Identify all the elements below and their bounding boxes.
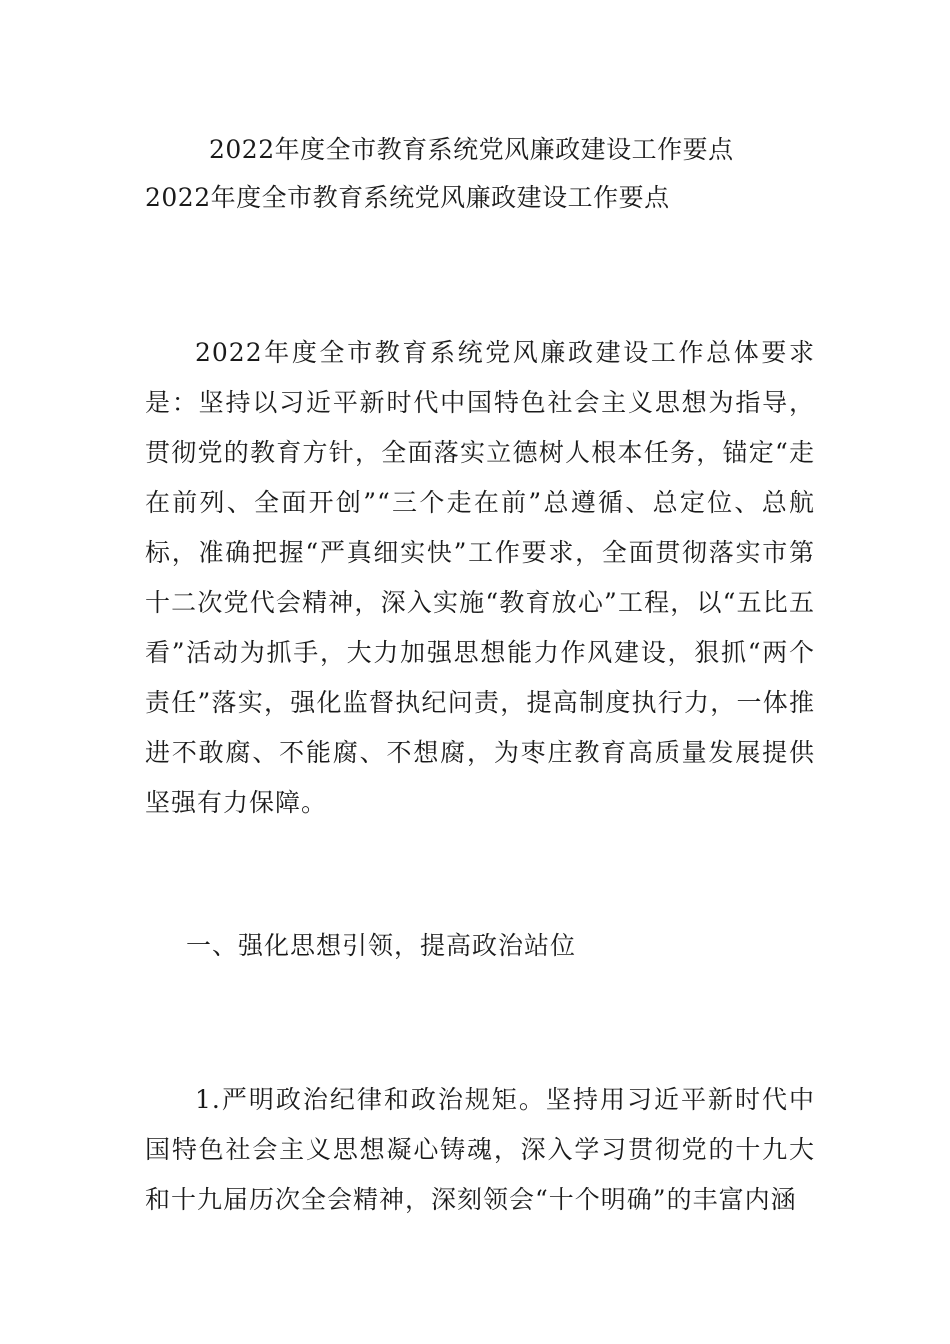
document-title-left: 2022年度全市教育系统党风廉政建设工作要点: [145, 183, 670, 212]
document-title-centered: 2022年度全市教育系统党风廉政建设工作要点: [209, 135, 734, 164]
item-one-paragraph: 1.严明政治纪律和政治规矩。坚持用习近平新时代中国特色社会主义思想凝心铸魂，深入学习贯彻党的十九大和十九届历次全会精神，深刻领会“十个明确”的丰富内涵: [145, 1085, 815, 1214]
summary-section: [145, 328, 815, 828]
section-one-heading: 一、强化思想引领，提高政治站位: [186, 931, 577, 960]
item-one-section: [145, 1075, 815, 1225]
summary-paragraph: 2022年度全市教育系统党风廉政建设工作总体要求是：坚持以习近平新时代中国特色社会主义思想为指导，贯彻党的教育方针，全面落实立德树人根本任务，锚定“走在前列、全面开创”“三个走在前”总遵循、总定位、总航标，准确把握“严真细实快”工作要求，全面贯彻落实市第十二次党代会精神，深入实施“教育放心”工程，以“五比五看”活动为抓手，大力加强思想能力作风建设，狠抓“两个责任”落实，强化监督执纪问责，提高制度执行力，一体推进不敢腐、不能腐、不想腐，为枣庄教育高质量发展提供坚强有力保障。: [145, 338, 815, 817]
